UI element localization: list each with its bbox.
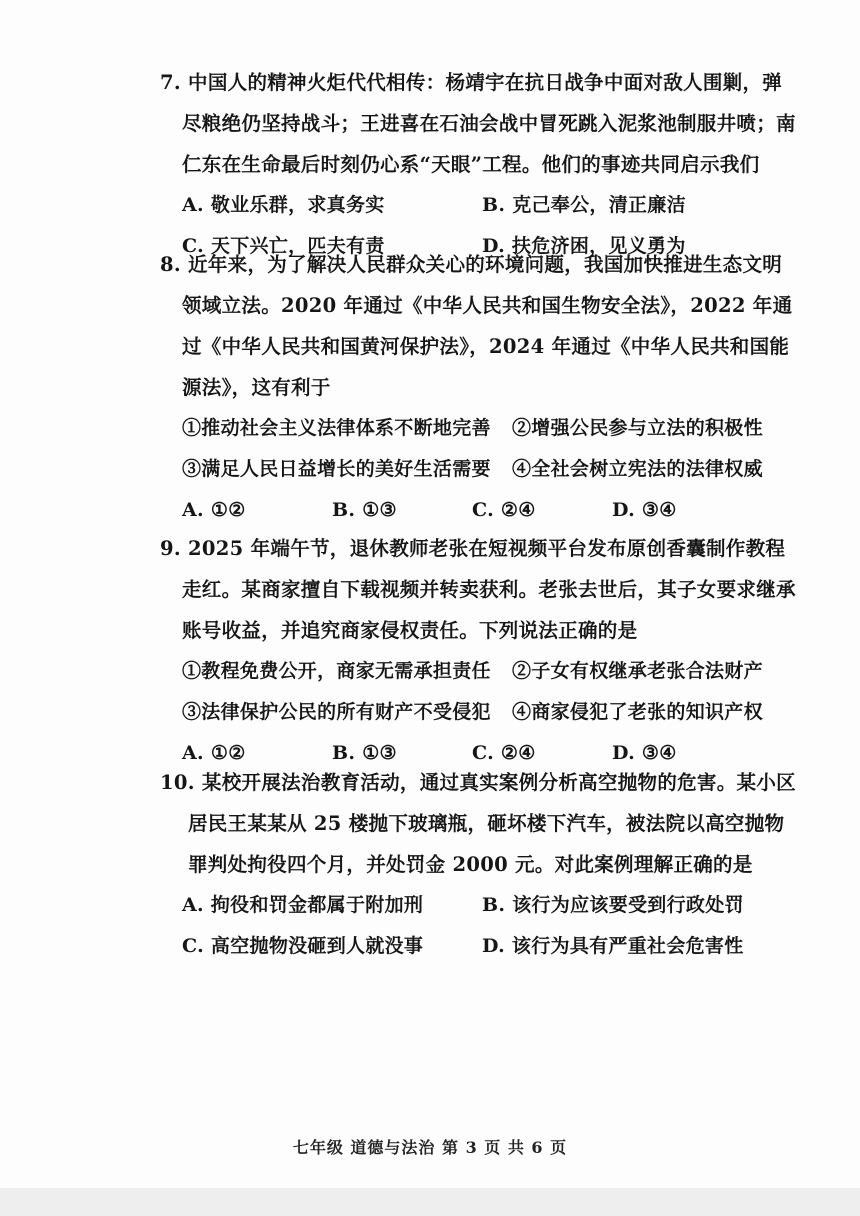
option-d: D. 扶危济困，见义勇为 [482, 235, 686, 257]
statement-list [160, 651, 800, 733]
statement-2: ②增强公民参与立法的积极性 [512, 417, 763, 439]
question-9 [160, 528, 800, 774]
question-stem: 7. 中国人的精神火炬代代相传：杨靖宇在抗日战争中面对敌人围剿，弹尽粮绝仍坚持战斗；王进喜在石油会战中冒死跳入泥浆池制服井喷；南仁东在生命最后时刻仍心系“天眼”工程。他们的事迹共同启示我们 [160, 71, 796, 176]
statement-list [160, 408, 800, 490]
question-7 [160, 62, 800, 267]
option-a: A. ①② [182, 499, 246, 521]
statement-1: ①推动社会主义法律体系不断地完善 [182, 417, 491, 439]
option-c: C. 高空抛物没砸到人就没事 [182, 935, 424, 957]
question-8 [160, 244, 800, 531]
option-b: B. ①③ [332, 742, 397, 764]
question-stem: 8. 近年来，为了解决人民群众关心的环境问题，我国加快推进生态文明领域立法。2020 年通过《中华人民共和国生物安全法》，2022 年通过《中华人民共和国黄河保护法》，2024 年通过《中华人民共和国能源法》，这有利于 [160, 253, 793, 399]
option-c: C. 天下兴亡，匹夫有责 [182, 235, 385, 257]
question-stem: 9. 2025 年端午节，退休教师老张在短视频平台发布原创香囊制作教程走红。某商家擅自下载视频并转卖获利。老张去世后，其子女要求继承账号收益，并追究商家侵权责任。下列说法正确的是 [160, 537, 796, 642]
option-d: D. ③④ [612, 499, 677, 521]
option-a: A. ①② [182, 742, 246, 764]
page-footer: 七年级 道德与法治 第 3 页 共 6 页 [292, 1138, 568, 1157]
option-a: A. 敬业乐群，求真务实 [182, 194, 385, 216]
statement-3: ③法律保护公民的所有财产不受侵犯 [182, 701, 491, 723]
statement-4: ④全社会树立宪法的法律权威 [512, 458, 763, 480]
statement-3: ③满足人民日益增长的美好生活需要 [182, 458, 491, 480]
option-d: D. ③④ [612, 742, 677, 764]
question-10 [160, 762, 800, 967]
option-b: B. 克己奉公，清正廉洁 [482, 194, 686, 216]
option-d: D. 该行为具有严重社会危害性 [482, 935, 744, 957]
answer-options [160, 885, 800, 967]
option-b: B. 该行为应该要受到行政处罚 [482, 894, 744, 916]
statement-1: ①教程免费公开，商家无需承担责任 [182, 660, 491, 682]
option-c: C. ②④ [472, 499, 536, 521]
answer-options [160, 490, 800, 531]
option-c: C. ②④ [472, 742, 536, 764]
scan-edge-band [0, 1188, 860, 1216]
statement-2: ②子女有权继承老张合法财产 [512, 660, 763, 682]
option-a: A. 拘役和罚金都属于附加刑 [182, 894, 424, 916]
statement-4: ④商家侵犯了老张的知识产权 [512, 701, 763, 723]
question-stem: 10. 某校开展法治教育活动，通过真实案例分析高空抛物的危害。某小区居民王某某从 25 楼抛下玻璃瓶，砸坏楼下汽车，被法院以高空抛物罪判处拘役四个月，并处罚金 2000 元。对此案例理解正确的是 [160, 771, 796, 876]
option-b: B. ①③ [332, 499, 397, 521]
